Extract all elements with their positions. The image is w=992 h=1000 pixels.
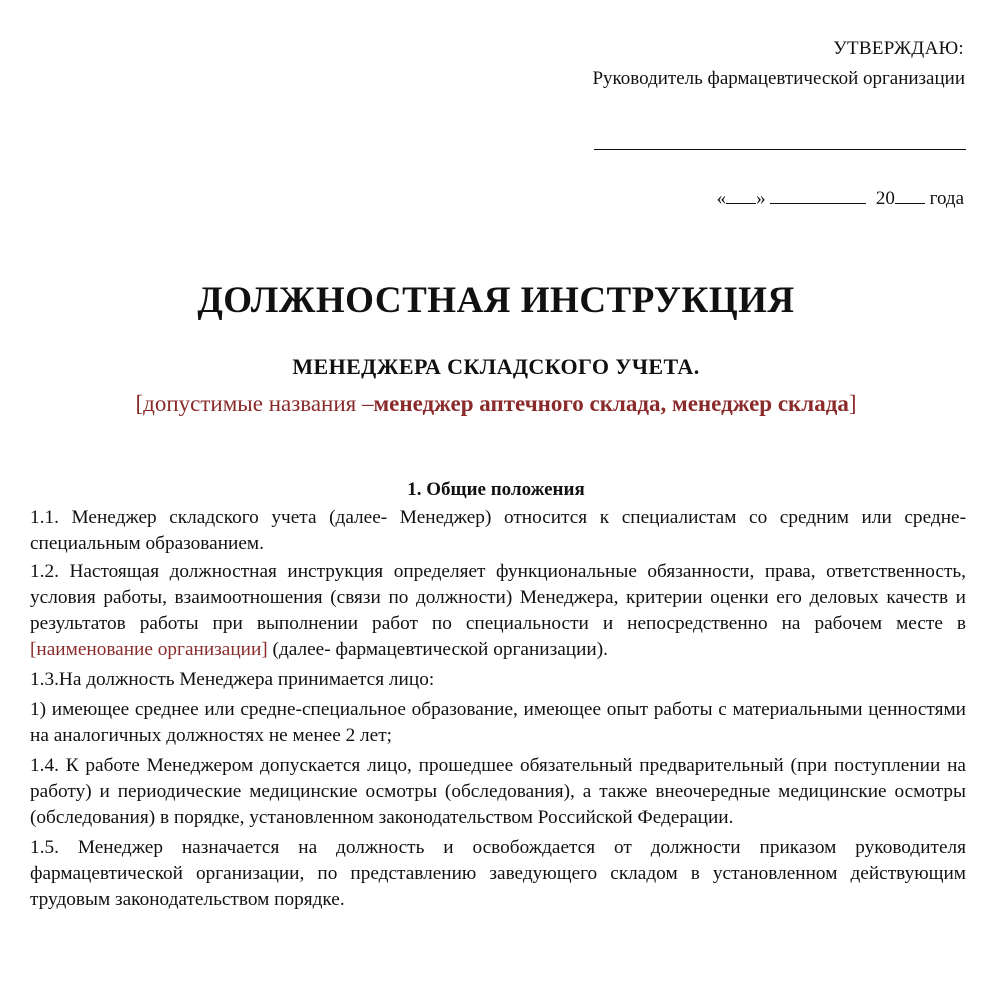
section-body [30, 505, 966, 917]
paragraph-1-1: 1.1. Менеджер складского учета (далее- Менеджер) относится к специалистам со средним или средне-специальным образованием. [30, 507, 966, 554]
paragraph-1-3-item-1: 1) имеющее среднее или средне-специальное образование, имеющее опыт работы с материальными ценностями на аналогичных должностях не менее 2 лет; [30, 699, 966, 746]
document-title: ДОЛЖНОСТНАЯ ИНСТРУКЦИЯ [197, 280, 795, 321]
approval-date [717, 186, 964, 210]
date-close-quote: » [756, 188, 766, 209]
month-blank [770, 186, 866, 204]
alt-names-bold: менеджер аптечного склада, менеджер склада [373, 391, 849, 416]
paragraph-1-2 [30, 559, 966, 663]
alt-names-prefix: [допустимые названия – [135, 391, 374, 416]
alt-names-suffix: ] [848, 391, 857, 416]
document-subtitle: МЕНЕДЖЕРА СКЛАДСКОГО УЧЕТА. [292, 354, 700, 379]
organization-placeholder: [наименование организации] [30, 639, 268, 660]
paragraph-1-5: 1.5. Менеджер назначается на должность и освобождается от должности приказом руководителя фармацевтической организации, по представлению заведующего складом в установленном действующим трудовым законодательством порядке. [30, 837, 966, 910]
day-blank [726, 186, 756, 204]
paragraph-1-3: 1.3.На должность Менеджера принимается лицо: [30, 669, 435, 690]
paragraph-1-2-tail: (далее- фармацевтической организации). [267, 639, 608, 660]
paragraph-1-4: 1.4. К работе Менеджером допускается лицо, прошедшее обязательный предварительный (при поступлении на работу) и периодические медицинские осмотры (обследования), а также внеочередные медицинские осмотры (обследования) в порядке, установленном законодательством Российской Федерации. [30, 755, 966, 828]
signature-line [594, 149, 966, 150]
date-open-quote: « [716, 188, 727, 209]
approval-role: Руководитель фармацевтической организации [592, 68, 965, 89]
alternative-names [0, 391, 992, 417]
section-title: 1. Общие положения [407, 479, 585, 500]
year-blank [895, 186, 925, 204]
date-year-prefix: 20 [875, 188, 895, 209]
approval-title: УТВЕРЖДАЮ: [833, 38, 964, 59]
date-suffix: года [929, 188, 964, 209]
paragraph-1-2-text: 1.2. Настоящая должностная инструкция определяет функциональные обязанности, права, ответственность, условия работы, взаимоотношения (связи по должности) Менеджера, критерии оценки его деловых качеств и результатов работы при выполнении работ по специальности и непосредственно на рабочем месте в [30, 561, 966, 634]
